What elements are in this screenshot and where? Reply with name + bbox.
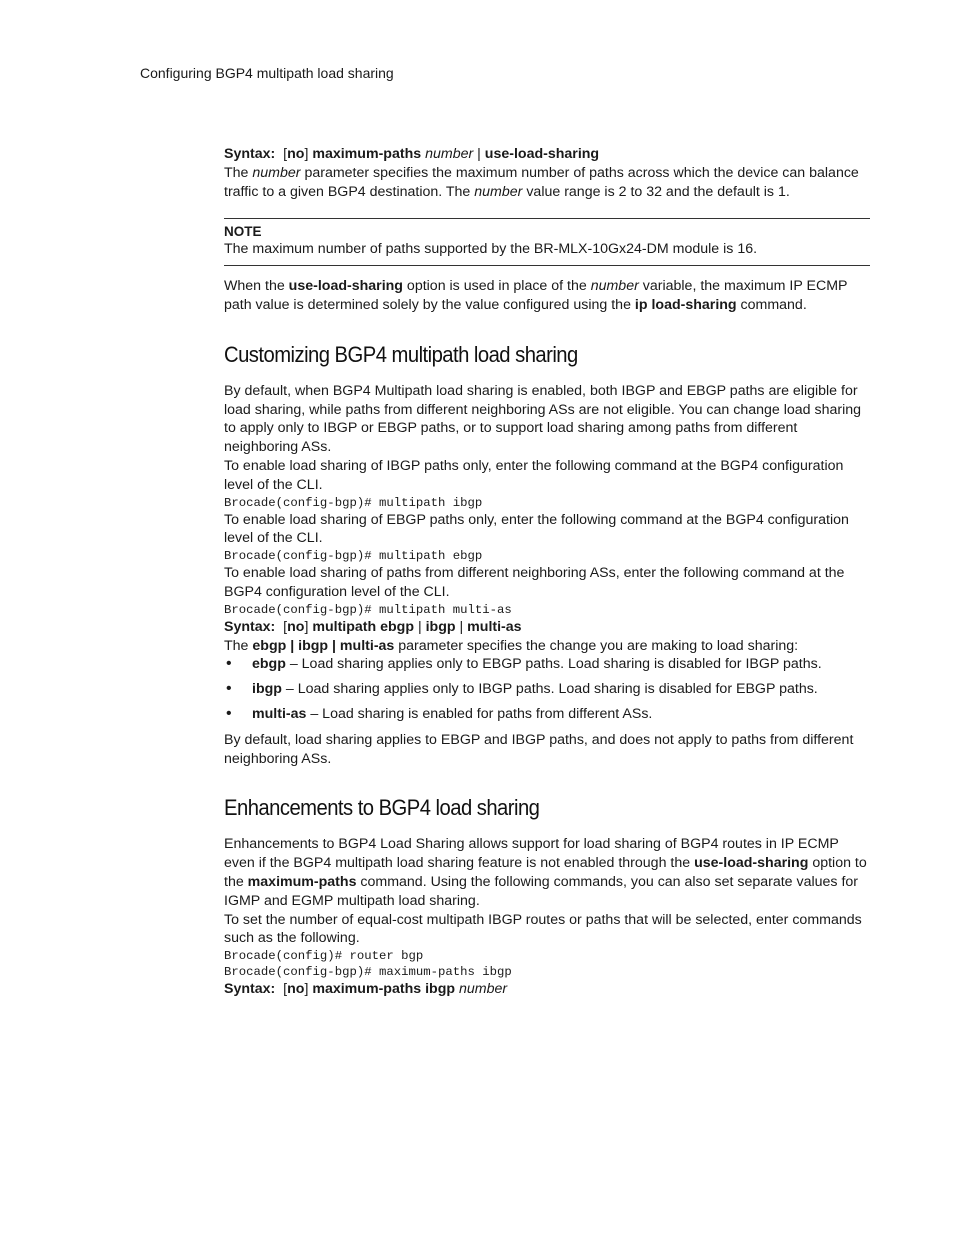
code-multipath-ebgp: Brocade(config-bgp)# multipath ebgp bbox=[224, 549, 483, 564]
paragraph-default-behaviour: By default, when BGP4 Multipath load sharing is enabled, both IBGP and EBGP paths are eligible for load sharing, while paths from different neighboring ASs are not eligible. You can change load sharing to apply only to IBGP or EBGP paths, or to support load sharing among paths from different neighboring ASs. bbox=[224, 382, 862, 456]
syntax-param: number bbox=[425, 146, 474, 162]
code-multipath-multi-as: Brocade(config-bgp)# multipath multi-as bbox=[224, 602, 512, 617]
code-maximum-paths-ibgp: Brocade(config-bgp)# maximum-paths ibgp bbox=[224, 965, 512, 980]
syntax-no-keyword: no bbox=[287, 146, 305, 162]
running-header: Configuring BGP4 multipath load sharing bbox=[140, 65, 394, 81]
paragraph-enhancements: Enhancements to BGP4 Load Sharing allows support for load sharing of BGP4 routes in IP ECMP even if the BGP4 multipath load sharing feature is not enabled through the use-load-sharing option to the maximum-paths command. Using the following commands, you can also set separate values for IGMP and EGMP multipath load sharing. bbox=[224, 836, 867, 909]
paragraph-set-ibgp-routes: To set the number of equal-cost multipath IBGP routes or paths that will be selected, enter commands such as the following. bbox=[224, 911, 862, 947]
syntax-option: use-load-sharing bbox=[484, 146, 600, 162]
bullet-icon: • bbox=[226, 655, 232, 673]
paragraph-multi-as: To enable load sharing of paths from different neighboring ASs, enter the following command at the BGP4 configuration level of the CLI. bbox=[224, 565, 845, 600]
syntax-maximum-paths-ibgp: Syntax: [no] maximum-paths ibgp number bbox=[224, 981, 508, 998]
syntax-command: maximum-paths bbox=[312, 146, 422, 162]
list-item: • ibgp – Load sharing applies only to IBGP paths. Load sharing is disabled for EBGP paths. bbox=[226, 680, 818, 698]
list-item: • multi-as – Load sharing is enabled for paths from different ASs. bbox=[226, 704, 653, 722]
paragraph-default-load-sharing: By default, load sharing applies to EBGP and IBGP paths, and does not apply to paths from different neighboring ASs. bbox=[224, 731, 854, 767]
page-content bbox=[224, 145, 870, 999]
section-heading-customizing: Customizing BGP4 multipath load sharing bbox=[224, 341, 578, 367]
paragraph-ibgp-only: To enable load sharing of IBGP paths only, enter the following command at the BGP4 configuration level of the CLI. bbox=[224, 457, 844, 493]
syntax-label: Syntax: bbox=[224, 981, 276, 998]
note-text: The maximum number of paths supported by the BR-MLX-10Gx24-DM module is 16. bbox=[224, 241, 758, 258]
syntax-label: Syntax: bbox=[224, 146, 276, 162]
paragraph-use-load-sharing: When the use-load-sharing option is used in place of the number variable, the maximum IP ECMP path value is determined solely by the value configured using the ip load-sharing command. bbox=[224, 278, 848, 313]
syntax-label: Syntax: bbox=[224, 618, 276, 635]
paragraph-number-param: The number parameter specifies the maximum number of paths across which the device can balance traffic to a given BGP4 destination. The number value range is 2 to 32 and the default is 1. bbox=[224, 164, 859, 200]
section-heading-enhancements: Enhancements to BGP4 load sharing bbox=[224, 795, 540, 821]
code-router-bgp: Brocade(config)# router bgp bbox=[224, 949, 424, 964]
syntax-multipath: Syntax: [no] multipath ebgp | ibgp | multi-as bbox=[224, 618, 522, 635]
bullet-icon: • bbox=[226, 680, 232, 698]
note-box bbox=[224, 218, 870, 266]
note-label: NOTE bbox=[224, 224, 262, 240]
paragraph-ebgp-only: To enable load sharing of EBGP paths only, enter the following command at the BGP4 configuration level of the CLI. bbox=[224, 511, 849, 547]
code-multipath-ibgp: Brocade(config-bgp)# multipath ibgp bbox=[224, 495, 483, 510]
list-item: • ebgp – Load sharing applies only to EBGP paths. Load sharing is disabled for IBGP paths. bbox=[226, 655, 822, 673]
option-list bbox=[224, 655, 870, 723]
bullet-icon: • bbox=[226, 704, 232, 722]
paragraph-parameter-desc: The ebgp | ibgp | multi-as parameter specifies the change you are making to load sharing: bbox=[224, 637, 799, 654]
syntax-maximum-paths: Syntax: [no] maximum-paths number | use-load-sharing bbox=[224, 146, 600, 162]
